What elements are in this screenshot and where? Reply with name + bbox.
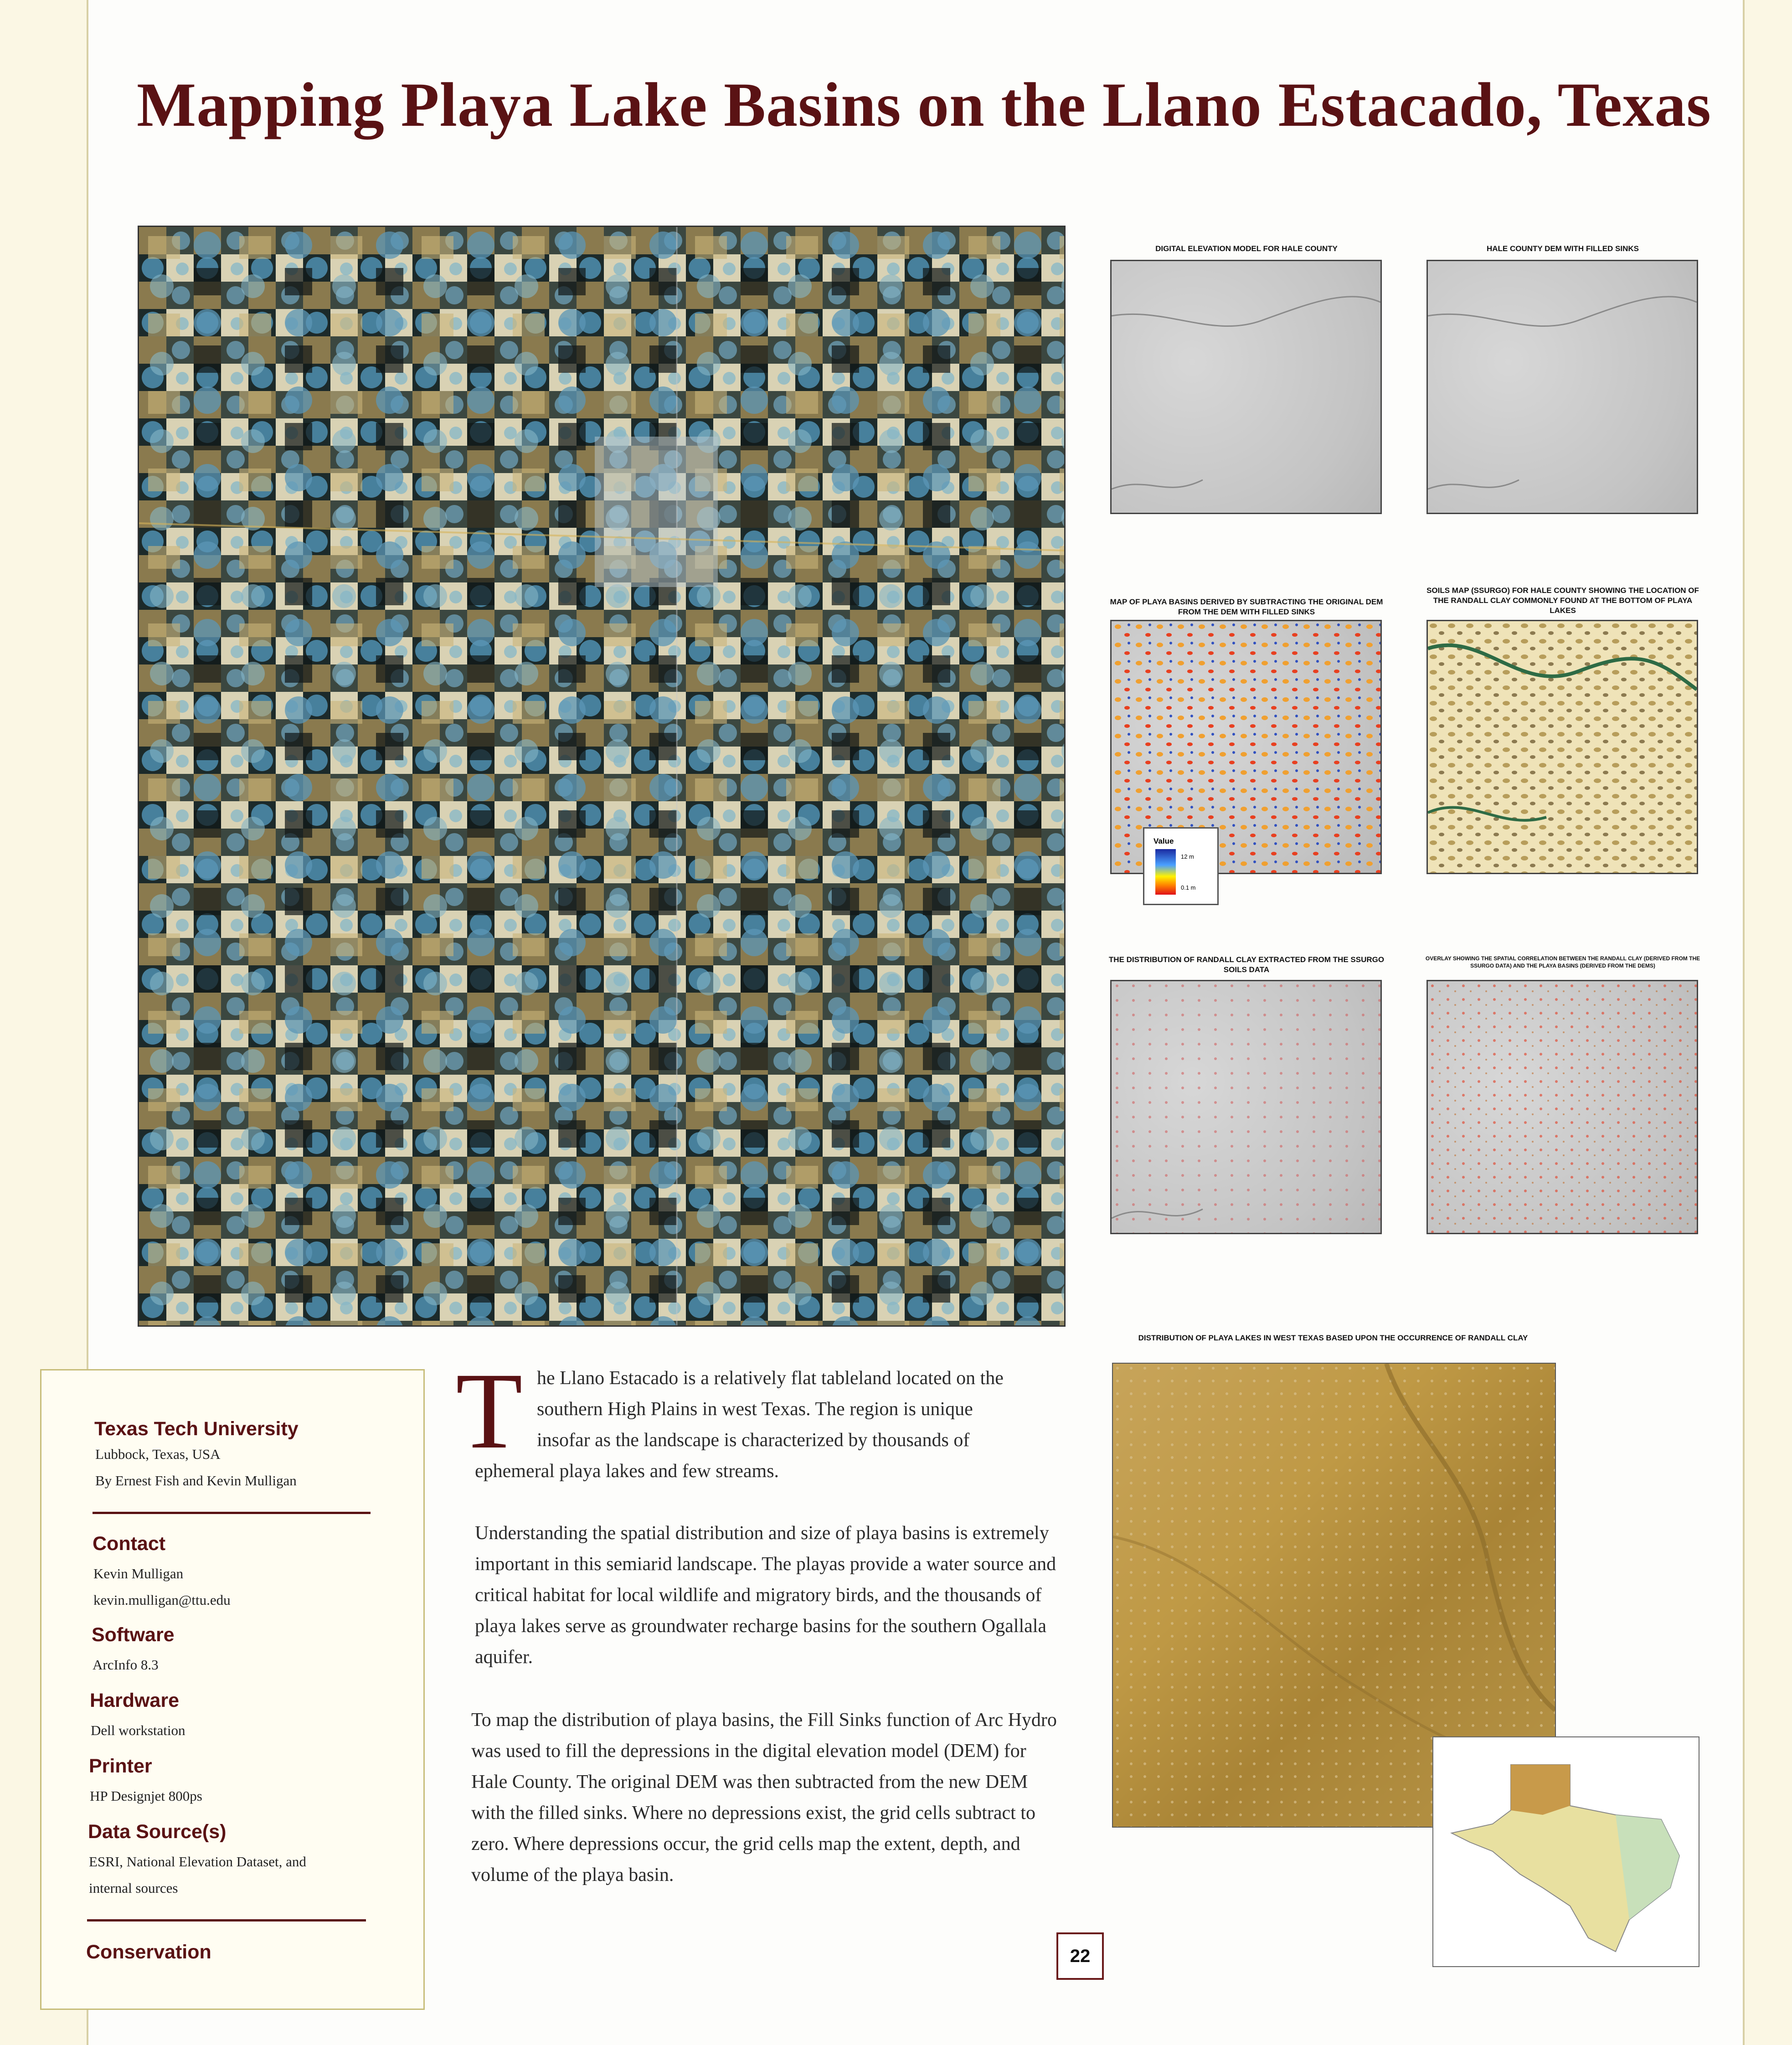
drop-cap: T xyxy=(456,1350,523,1471)
software-heading: Software xyxy=(92,1624,175,1646)
contact-name: Kevin Mulligan xyxy=(93,1566,184,1581)
legend-color-ramp xyxy=(1155,849,1176,895)
software-value: ArcInfo 8.3 xyxy=(93,1657,159,1673)
printer-value: HP Designjet 800ps xyxy=(90,1788,202,1804)
panel-randall-clay xyxy=(1110,980,1382,1234)
hardware-heading: Hardware xyxy=(90,1690,179,1711)
category-label: Conservation xyxy=(86,1941,211,1963)
panel-soils-map xyxy=(1426,620,1698,874)
filled-dem-texture xyxy=(1428,261,1697,513)
depth-legend xyxy=(1143,827,1219,905)
contact-email[interactable]: kevin.mulligan@ttu.edu xyxy=(93,1592,231,1608)
intro-line-2: southern High Plains in west Texas. The region is unique xyxy=(537,1399,973,1420)
intro-line-4: ephemeral playa lakes and few streams. xyxy=(475,1461,779,1482)
panel-caption-randall-clay: THE DISTRIBUTION OF RANDALL CLAY EXTRACTED FROM THE SSURGO SOILS DATA xyxy=(1108,955,1385,974)
printer-heading: Printer xyxy=(89,1755,152,1777)
page-number: 22 xyxy=(1056,1932,1104,1980)
data-source-line-1: ESRI, National Elevation Dataset, and xyxy=(89,1854,306,1870)
texas-outline xyxy=(1433,1737,1699,1966)
panel-overlay xyxy=(1426,980,1698,1234)
panel-filled-sinks xyxy=(1426,260,1698,514)
data-source-heading: Data Source(s) xyxy=(88,1821,227,1843)
organization-name: Texas Tech University xyxy=(94,1418,299,1440)
satellite-image xyxy=(138,226,1066,1327)
data-source-line-2: internal sources xyxy=(89,1880,178,1896)
divider xyxy=(87,1919,366,1921)
intro-line-3: insofar as the landscape is characterized by thousands of xyxy=(537,1430,970,1451)
organization-location: Lubbock, Texas, USA xyxy=(95,1446,221,1462)
hardware-value: Dell workstation xyxy=(91,1722,185,1738)
legend-low-label: 0.1 m xyxy=(1181,884,1196,891)
legend-title: Value xyxy=(1153,837,1174,845)
paragraph-spatial-distribution: Understanding the spatial distribution and size of playa basins is extremely important in this semiarid landscape. The playas provide a water source and critical habitat for local wildlife and migratory birds, and the thousands of playa lakes serve as groundwater recharge basins for the southern Ogallala aquifer. xyxy=(475,1523,1056,1668)
panel-caption-dem: DIGITAL ELEVATION MODEL FOR HALE COUNTY xyxy=(1155,244,1338,253)
divider xyxy=(93,1512,371,1514)
soils-texture xyxy=(1428,621,1697,873)
project-info-box xyxy=(40,1369,425,2010)
panel-caption-filled: HALE COUNTY DEM WITH FILLED SINKS xyxy=(1486,244,1639,253)
panel-caption-soils: SOILS MAP (SSURGO) FOR HALE COUNTY SHOWING THE LOCATION OF THE RANDALL CLAY COMMONLY FOUND AT THE BOTTOM OF PLAYA LAKES xyxy=(1426,586,1699,615)
panel-caption-overlay: OVERLAY SHOWING THE SPATIAL CORRELATION BETWEEN THE RANDALL CLAY (DERIVED FROM THE SSURGO DATA) AND THE PLAYA BASINS (DERIVED FROM THE DEMS) xyxy=(1425,955,1700,969)
paragraph-methods: To map the distribution of playa basins, the Fill Sinks function of Arc Hydro was used to fill the depressions in the digital elevation model (DEM) for Hale County. The original DEM was then subtracted from the new DEM with the filled sinks. Where no depressions exist, the grid cells subtract to zero. Where depressions occur, the grid cells map the extent, depth, and volume of the playa basin. xyxy=(471,1710,1057,1885)
panel-caption-west-texas: DISTRIBUTION OF PLAYA LAKES IN WEST TEXAS BASED UPON THE OCCURRENCE OF RANDALL CLAY xyxy=(1138,1334,1528,1342)
dem-texture xyxy=(1112,261,1380,513)
randall-clay-texture xyxy=(1112,981,1380,1233)
contact-heading: Contact xyxy=(93,1533,166,1555)
texas-inset-map xyxy=(1432,1736,1699,1967)
panel-caption-playa-basins: MAP OF PLAYA BASINS DERIVED BY SUBTRACTING THE ORIGINAL DEM FROM THE DEM WITH FILLED SINKS xyxy=(1110,598,1383,616)
intro-line-1: he Llano Estacado is a relatively flat tableland located on the xyxy=(537,1368,1004,1389)
page-title: Mapping Playa Lake Basins on the Llano Estacado, Texas xyxy=(137,70,1711,139)
satellite-texture xyxy=(139,227,1064,1325)
overlay-texture xyxy=(1428,981,1697,1233)
authors: By Ernest Fish and Kevin Mulligan xyxy=(95,1473,297,1489)
panel-dem xyxy=(1110,260,1382,514)
legend-high-label: 12 m xyxy=(1181,853,1194,860)
